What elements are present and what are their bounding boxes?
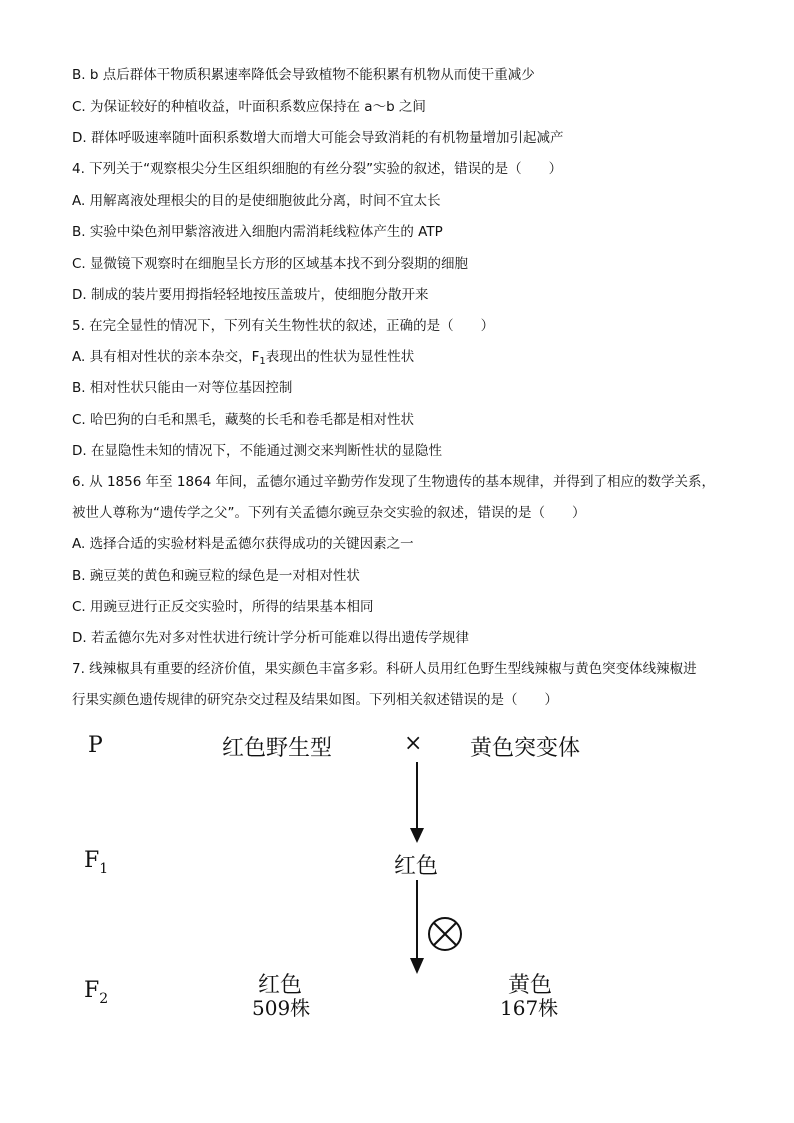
cross-symbol: × [404, 731, 423, 756]
q6-option-c: C. 用豌豆进行正反交实验时，所得的结果基本相同 [72, 599, 374, 615]
parent-red-wildtype: 红色野生型 [222, 736, 333, 761]
q5-option-a-post: 表现出的性状为显性性状 [265, 349, 415, 365]
f1-subscript: 1 [99, 861, 109, 877]
q6-stem-line2: 被世人尊称为“遗传学之父”。下列有关孟德尔豌豆杂交实验的叙述，错误的是（ ） [72, 505, 586, 521]
p-generation-label: P [88, 733, 103, 758]
arrow-p-to-f1 [400, 762, 434, 844]
q7-stem-line1: 7. 线辣椒具有重要的经济价值，果实颜色丰富多彩。科研人员用红色野生型线辣椒与黄色突变体线辣椒进 [72, 661, 697, 677]
q3-option-b: B. b 点后群体干物质积累速率降低会导致植物不能积累有机物从而使干重减少 [72, 67, 535, 83]
f2-red-label: 红色 [258, 973, 303, 998]
q6-option-b: B. 豌豆荚的黄色和豌豆粒的绿色是一对相对性状 [72, 568, 360, 584]
parent-yellow-mutant: 黄色突变体 [470, 736, 581, 761]
q3-option-c: C. 为保证较好的种植收益，叶面积系数应保持在 a～b 之间 [72, 99, 426, 115]
f2-generation-label [84, 978, 109, 1007]
q4-option-a: A. 用解离液处理根尖的目的是使细胞彼此分离，时间不宜太长 [72, 193, 441, 209]
f2-letter: F [84, 978, 100, 1003]
f2-yellow-count: 167株 [500, 996, 559, 1020]
f1-generation-label [84, 848, 109, 877]
q3-option-d: D. 群体呼吸速率随叶面积系数增大而增大可能会导致消耗的有机物量增加引起减产 [72, 130, 564, 146]
q4-option-d: D. 制成的装片要用拇指轻轻地按压盖玻片，使细胞分散开来 [72, 287, 429, 303]
f2-red-count: 509株 [252, 996, 311, 1020]
q4-option-b: B. 实验中染色剂甲紫溶液进入细胞内需消耗线粒体产生的 ATP [72, 224, 443, 240]
q5-option-d: D. 在显隐性未知的情况下，不能通过测交来判断性状的显隐性 [72, 443, 442, 459]
q4-stem: 4. 下列关于“观察根尖分生区组织细胞的有丝分裂”实验的叙述，错误的是（ ） [72, 161, 563, 177]
f2-yellow-label: 黄色 [508, 973, 553, 998]
q6-option-a: A. 选择合适的实验材料是孟德尔获得成功的关键因素之一 [72, 536, 414, 552]
q5-option-a-pre: A. 具有相对性状的亲本杂交，F [72, 349, 260, 365]
q6-option-d: D. 若孟德尔先对多对性状进行统计学分析可能难以得出遗传学规律 [72, 630, 469, 646]
q6-stem-line1: 6. 从 1856 年至 1864 年间，孟德尔通过辛勤劳作发现了生物遗传的基本规律，并得到了相应的数学关系， [72, 474, 716, 490]
q5-option-a-sub: 1 [259, 356, 266, 367]
q5-stem: 5. 在完全显性的情况下，下列有关生物性状的叙述，正确的是（ ） [72, 318, 495, 334]
q5-option-b: B. 相对性状只能由一对等位基因控制 [72, 380, 293, 396]
q7-stem-line2: 行果实颜色遗传规律的研究杂交过程及结果如图。下列相关叙述错误的是（ ） [72, 692, 558, 708]
q4-option-c: C. 显微镜下观察时在细胞呈长方形的区域基本找不到分裂期的细胞 [72, 256, 469, 272]
selfing-symbol-icon [426, 915, 464, 953]
q5-option-a [72, 348, 414, 368]
f2-subscript: 2 [99, 991, 109, 1007]
f1-letter: F [84, 848, 100, 873]
q5-option-c: C. 哈巴狗的白毛和黑毛，藏獒的长毛和卷毛都是相对性状 [72, 412, 415, 428]
f1-result-red: 红色 [394, 854, 439, 879]
